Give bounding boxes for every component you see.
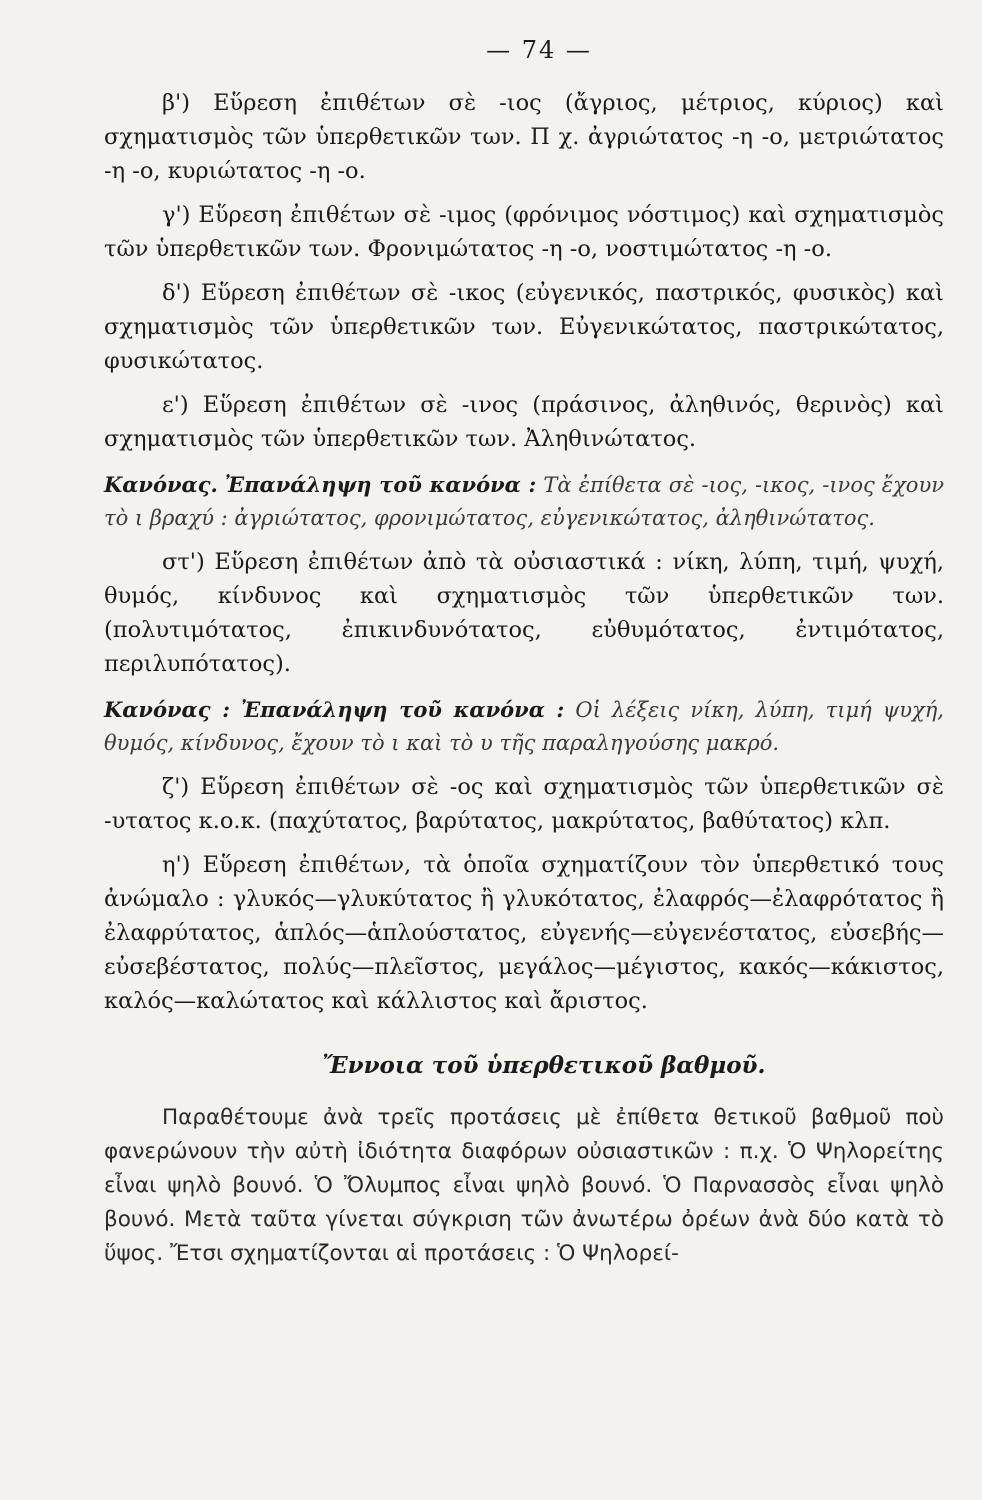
final-paragraph: Παραθέτουμε ἀνὰ τρεῖς προτάσεις μὲ ἐπίθετα θετικοῦ βαθμοῦ ποὺ φανερώνουν τὴν αὐτὴ ἰδιότητα διαφόρων οὐσιαστικῶν : π.χ. Ὁ Ψηλορείτης εἶναι ψηλὸ βουνό. Ὁ Ὄλυμπος εἶναι ψηλὸ βουνό. Ὁ Παρνασσὸς εἶναι ψηλὸ βουνό. Μετὰ ταῦτα γίνεται σύγκριση τῶν ἀνωτέρω ὀρέων ἀνὰ δύο κατὰ τὸ ὕψος. Ἔτσι σχηματίζονται αἱ προτάσεις : Ὁ Ψηλορεί- xyxy=(104,1105,944,1266)
rule-lead: Ἐπανάληψη τοῦ κανόνα : xyxy=(241,697,565,722)
section-delta: δ') Εὕρεση ἐπιθέτων σὲ -ικος (εὐγενικός, παστρικός, φυσικὸς) καὶ σχηματισμὸς τῶν ὑπερθετικῶν των. Εὐγενικώτατος, παστρικώτατος, φυσικώτατος. xyxy=(104,280,944,374)
section-zeta: ζ') Εὕρεση ἐπιθέτων σὲ -ος καὶ σχηματισμὸς τῶν ὑπερθετικῶν σὲ -υτατος κ.ο.κ. (παχύτατος, βαρύτατος, μακρύτατος, βαθύτατος) κλπ. xyxy=(104,774,944,834)
rule-label: Κανόνας. xyxy=(104,472,218,497)
rule-body: Τὰ ἐπίθετα σὲ -ιος, -ικος, -ινος ἔχουν τὸ ι βραχύ : ἀγριώτατος, φρονιμώτατος, εὐγενικώτατος, ἀληθινώτατος. xyxy=(104,473,944,530)
rule-block-1 xyxy=(104,468,944,535)
section-heading: Ἔννοια τοῦ ὑπερθετικοῦ βαθμοῦ. xyxy=(322,1052,766,1079)
rule-label: Κανόνας : xyxy=(104,697,230,722)
rule-block-2 xyxy=(104,693,944,760)
section-gamma: γ') Εὕρεση ἐπιθέτων σὲ -ιμος (φρόνιμος νόστιμος) καὶ σχηματισμὸς τῶν ὑπερθετικῶν των. Φρονιμώτατος -η -ο, νοστιμώτατος -η -ο. xyxy=(104,202,944,262)
section-beta: β') Εὕρεση ἐπιθέτων σὲ -ιος (ἄγριος, μέτριος, κύριος) καὶ σχηματισμὸς τῶν ὑπερθετικῶν των. Π χ. ἀγριώτατος -η -ο, μετριώτατος -η -ο, κυριώτατος -η -ο. xyxy=(104,90,944,184)
rule-lead: Ἐπανάληψη τοῦ κανόνα : xyxy=(224,472,537,497)
section-stigma: στ') Εὕρεση ἐπιθέτων ἀπὸ τὰ οὐσιαστικά : νίκη, λύπη, τιμή, ψυχή, θυμός, κίνδυνος καὶ σχηματισμὸς τῶν ὑπερθετικῶν των. (πολυτιμότατος, ἐπικινδυνότατος, εὐθυμότατος, ἐντιμότατος, περιλυπότατος). xyxy=(104,549,944,677)
rule-body: Οἱ λέξεις νίκη, λύπη, τιμή ψυχή, θυμός, κίνδυνος, ἔχουν τὸ ι καὶ τὸ υ τῆς παραληγούσης μακρό. xyxy=(104,698,944,755)
section-epsilon: ε') Εὕρεση ἐπιθέτων σὲ -ινος (πράσινος, ἀληθινός, θερινὸς) καὶ σχηματισμὸς τῶν ὑπερθετικῶν των. Ἀληθινώτατος. xyxy=(104,392,944,452)
page-number: — 74 — xyxy=(486,36,592,64)
section-eta: η') Εὕρεση ἐπιθέτων, τὰ ὁποῖα σχηματίζουν τὸν ὑπερθετικό τους ἀνώμαλο : γλυκός—γλυκύτατος ἢ γλυκότατος, ἐλαφρός—ἐλαφρότατος ἢ ἐλαφρύτατος, ἁπλός—ἁπλούστατος, εὐγενής—εὐγενέστατος, εὐσεβής—εὐσεβέστατος, πολύς—πλεῖστος, μεγάλος—μέγιστος, κακός—κάκιστος, καλός—καλώτατος καὶ κάλλιστος καὶ ἄριστος. xyxy=(104,852,944,1014)
